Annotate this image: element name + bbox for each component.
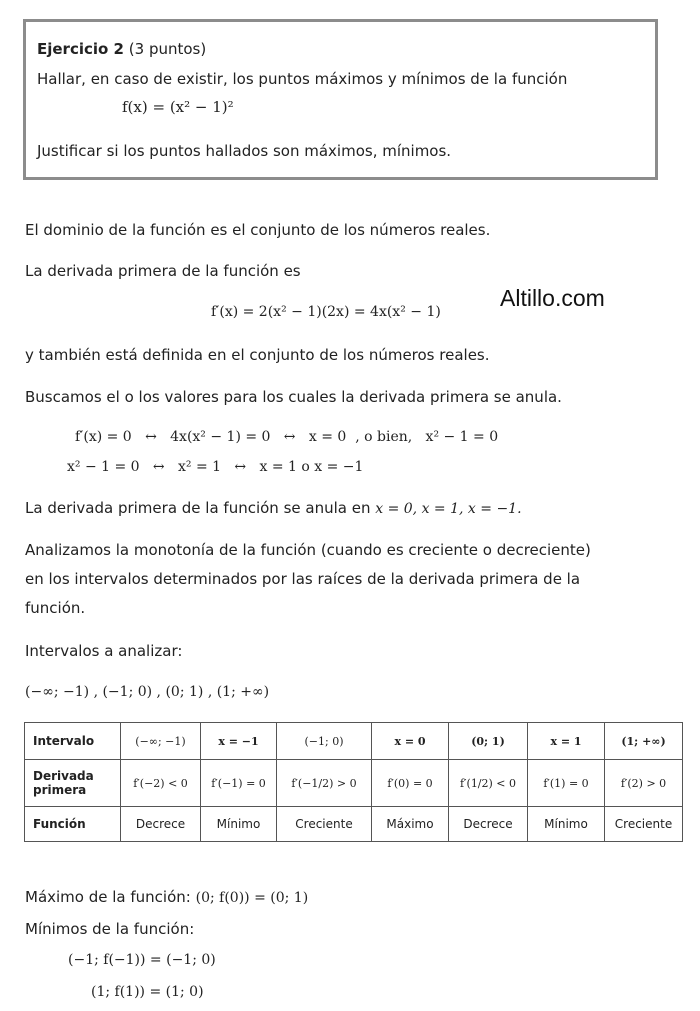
zeros-statement xyxy=(25,499,522,517)
zeros-text: La derivada primera de la función se anula en xyxy=(25,499,371,517)
exercise-title: Ejercicio 2 xyxy=(37,40,124,58)
cell-interval: x = 0 xyxy=(372,723,449,760)
cell-interval: x = −1 xyxy=(201,723,277,760)
min-value-1: (−1; f(−1)) = (−1; 0) xyxy=(68,952,216,968)
cell-derivative: f′(2) > 0 xyxy=(605,760,683,807)
table-row-derivative xyxy=(25,760,683,807)
zeros-values: x = 0, x = 1, x = −1. xyxy=(375,501,522,517)
derivative-equation: f′(x) = 2(x² − 1)(2x) = 4x(x² − 1) xyxy=(211,304,441,320)
sign-table xyxy=(24,722,683,842)
max-label: Máximo de la función: xyxy=(25,888,191,906)
intervals-label: Intervalos a analizar: xyxy=(25,642,183,660)
row-header-derivada: Derivada primera xyxy=(25,760,121,807)
cell-derivative: f′(−1) = 0 xyxy=(201,760,277,807)
zeros-equation-1: f′(x) = 0 ↔ 4x(x² − 1) = 0 ↔ x = 0 , o bien, x² − 1 = 0 xyxy=(75,429,499,445)
max-value: (0; f(0)) = (0; 1) xyxy=(195,890,309,906)
cell-function: Mínimo xyxy=(528,807,605,842)
derivative-intro: La derivada primera de la función es xyxy=(25,262,301,280)
search-zeros-text: Buscamos el o los valores para los cuales la derivada primera se anula. xyxy=(25,388,562,406)
cell-derivative: f′(0) = 0 xyxy=(372,760,449,807)
cell-interval: (0; 1) xyxy=(449,723,528,760)
cell-derivative: f′(−2) < 0 xyxy=(121,760,201,807)
monotony-line-1: Analizamos la monotonía de la función (cuando es creciente o decreciente) xyxy=(25,541,591,559)
intervals-list: (−∞; −1) , (−1; 0) , (0; 1) , (1; +∞) xyxy=(25,684,270,700)
min-label: Mínimos de la función: xyxy=(25,920,195,938)
exercise-justify: Justificar si los puntos hallados son máximos, mínimos. xyxy=(37,142,452,160)
cell-function: Mínimo xyxy=(201,807,277,842)
derivative-domain: y también está definida en el conjunto de los números reales. xyxy=(25,346,490,364)
cell-derivative: f′(1) = 0 xyxy=(528,760,605,807)
cell-derivative: f′(−1/2) > 0 xyxy=(277,760,372,807)
table-row-intervals xyxy=(25,723,683,760)
watermark: Altillo.com xyxy=(500,285,605,311)
exercise-heading xyxy=(37,40,206,58)
cell-function: Creciente xyxy=(277,807,372,842)
exercise-function: f(x) = (x² − 1)² xyxy=(122,98,234,116)
cell-interval: (1; +∞) xyxy=(605,723,683,760)
cell-function: Creciente xyxy=(605,807,683,842)
cell-function: Decrece xyxy=(121,807,201,842)
cell-function: Decrece xyxy=(449,807,528,842)
cell-function: Máximo xyxy=(372,807,449,842)
exercise-points: (3 puntos) xyxy=(128,40,207,58)
monotony-line-3: función. xyxy=(25,599,86,617)
min-value-2: (1; f(1)) = (1; 0) xyxy=(91,984,204,1000)
table-row-function xyxy=(25,807,683,842)
exercise-box xyxy=(23,19,658,180)
row-header-funcion: Función xyxy=(25,807,121,842)
monotony-line-2: en los intervalos determinados por las raíces de la derivada primera de la xyxy=(25,570,581,588)
zeros-equation-2: x² − 1 = 0 ↔ x² = 1 ↔ x = 1 o x = −1 xyxy=(67,459,364,475)
row-header-intervalo: Intervalo xyxy=(25,723,121,760)
cell-interval: x = 1 xyxy=(528,723,605,760)
domain-text: El dominio de la función es el conjunto de los números reales. xyxy=(25,221,491,239)
cell-derivative: f′(1/2) < 0 xyxy=(449,760,528,807)
cell-interval: (−1; 0) xyxy=(277,723,372,760)
maximum-line xyxy=(25,888,308,906)
exercise-statement: Hallar, en caso de existir, los puntos máximos y mínimos de la función xyxy=(37,70,568,88)
cell-interval: (−∞; −1) xyxy=(121,723,201,760)
